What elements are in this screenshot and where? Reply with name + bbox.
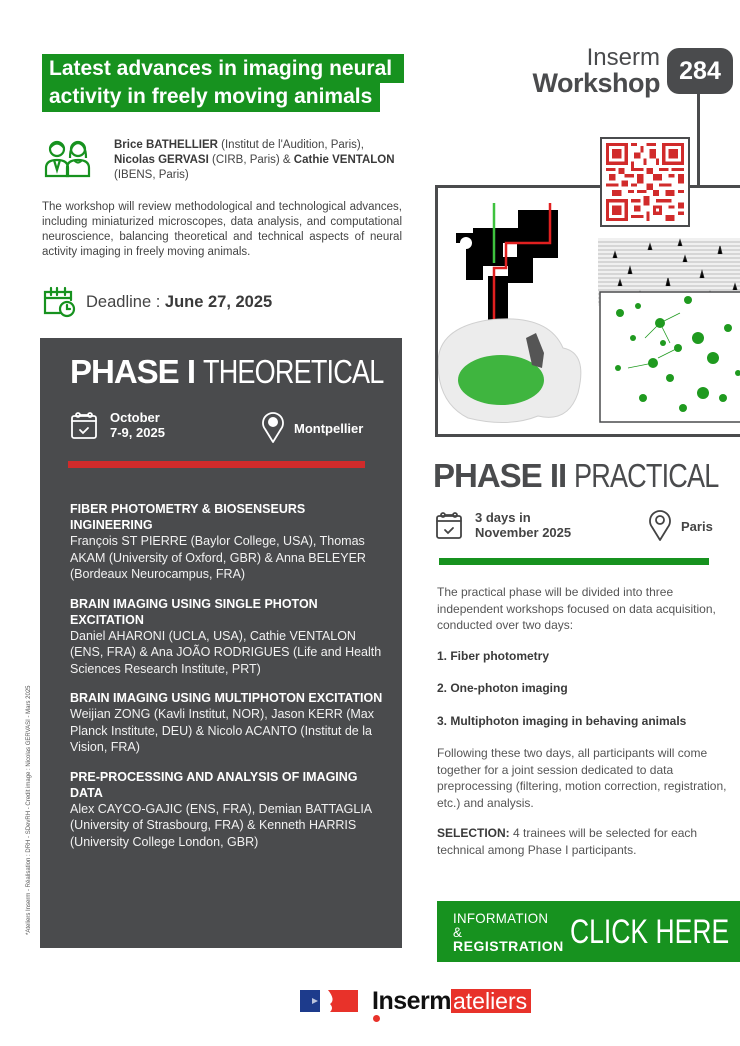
phase2-title-strong: PHASE II <box>433 457 575 494</box>
phase2-workshop-list <box>437 648 737 730</box>
phase2-title-light: PRACTICAL <box>574 457 719 494</box>
phase2-intro: The practical phase will be divided into three independent workshops focused on data acquisition, conducted over two days: <box>437 585 716 632</box>
selection-note <box>437 825 737 858</box>
phase2-meta <box>435 510 725 550</box>
location-pin-icon <box>262 412 284 444</box>
phase2-followup: Following these two days, all participants will come together for a joint session dedicated to data preprocessing (filtering, motion correction, registration, etc.) and analysis. <box>437 746 727 810</box>
cta-registration-label: REGISTRATION <box>453 937 564 954</box>
phase1-topics <box>70 501 390 863</box>
phase1-date <box>70 410 165 440</box>
calendar-clock-icon <box>42 286 76 318</box>
organizer-name: Nicolas GERVASI <box>114 154 209 166</box>
phase2-location-text: Paris <box>681 518 713 534</box>
workshop-item: 3. Multiphoton imaging in behaving animals <box>437 713 687 728</box>
calendar-icon <box>70 410 98 440</box>
neuron-image <box>600 292 740 422</box>
inserm-ateliers-logo <box>372 988 531 1014</box>
workshop-title <box>42 54 404 112</box>
location-pin-icon <box>649 510 671 542</box>
topic-item <box>70 690 390 756</box>
workshop-item: 1. Fiber photometry <box>437 648 550 663</box>
phase1-title-strong: PHASE I <box>70 353 204 390</box>
cta-small-label <box>453 911 564 953</box>
phase1-title-light: THEORETICAL <box>203 353 384 390</box>
phase2-date <box>435 510 571 540</box>
phase1-date-line1: October <box>110 410 160 425</box>
workshop-item: 2. One-photon imaging <box>437 681 568 695</box>
organizer-affiliation: (IBENS, Paris) <box>114 169 189 181</box>
cta-info-label: INFORMATION & <box>453 909 549 940</box>
deadline-label: Deadline : <box>86 292 165 311</box>
calendar-icon <box>435 510 463 540</box>
registration-cta-button[interactable] <box>437 901 740 962</box>
topic-item <box>70 501 390 583</box>
organizers <box>44 138 414 183</box>
phase2-title <box>433 457 740 495</box>
deadline <box>42 286 272 318</box>
footer-logos <box>300 988 531 1014</box>
qr-code-icon <box>606 143 684 221</box>
title-line-2: activity in freely moving animals <box>42 83 380 112</box>
phase1-location <box>262 412 363 444</box>
phase1-date-line2: 7-9, 2025 <box>110 425 165 440</box>
topic-heading: BRAIN IMAGING USING MULTIPHOTON EXCITATION <box>70 691 383 705</box>
organizers-text <box>114 138 395 183</box>
connector-line <box>697 94 700 186</box>
intro-paragraph: The workshop will review methodological and technological advances, including miniaturized microscopes, data analysis, and computational neuroscience, balancing theoretical and technical aspects of neural activity imaging in freely moving animals. <box>42 201 402 258</box>
topic-heading: PRE-PROCESSING AND ANALYSIS OF IMAGING DATA <box>70 769 358 800</box>
registration-qr-code[interactable] <box>600 137 690 227</box>
organizer-name: Brice BATHELLIER <box>114 139 218 151</box>
topic-item <box>70 596 390 678</box>
deadline-text <box>86 293 272 312</box>
brain-rendering <box>438 319 581 423</box>
brand-inserm: Inserm <box>586 44 660 71</box>
neural-imaging-illustration <box>438 188 740 437</box>
logo-inserm-word: Inserm <box>372 987 451 1015</box>
deadline-date: June 27, 2025 <box>164 292 273 311</box>
illustration-frame <box>435 185 740 437</box>
phase1-title <box>70 353 423 391</box>
logo-ateliers-word: ateliers <box>451 989 531 1013</box>
phase2-accent-bar <box>439 558 709 565</box>
phase1-meta <box>70 410 380 450</box>
phase2-date-line2: November 2025 <box>475 525 572 540</box>
workshop-number-badge: 284 <box>667 48 733 94</box>
phase2-date-line1: 3 days in <box>475 510 531 525</box>
selection-label: SELECTION: <box>437 826 510 840</box>
topic-heading: FIBER PHOTOMETRY & BIOSENSEURS INGINEERING <box>70 502 306 532</box>
inserm-workshop-brand <box>515 46 660 96</box>
topic-speakers: François ST PIERRE (Baylor College, USA), Thomas AKAM (University of Oxford, GBR) & Anna BELEYER (Bordeaux Neurocampus, FRA) <box>70 534 366 581</box>
credits-note: *Ateliers Inserm - Réalisation : DRH - SDevRH - Credit image : Nicolas GERVASI - Mars 2025 <box>26 685 32 935</box>
organizer-name: Cathie VENTALON <box>293 154 395 166</box>
republique-francaise-logo-icon <box>300 990 358 1012</box>
phase2-location <box>649 510 713 542</box>
phase2-date-text <box>475 510 571 540</box>
phase2-description <box>437 584 737 858</box>
topic-item <box>70 769 390 851</box>
topic-speakers: Weijian ZONG (Kavli Institut, NOR), Jason KERR (Max Planck Institute, DEU) & Nicolo ACANTO (Institut de la Vision, FRA) <box>70 707 375 754</box>
phase1-panel <box>40 338 402 948</box>
logo-dot <box>373 1015 380 1022</box>
organizer-affiliation: (CIRB, Paris) & <box>208 154 294 166</box>
topic-speakers: Alex CAYCO-GAJIC (ENS, FRA), Demian BATTAGLIA (University of Strasbourg, FRA) & Kenneth HARRIS (University College London, GBR) <box>70 801 372 849</box>
topic-heading: BRAIN IMAGING USING SINGLE PHOTON EXCITATION <box>70 596 318 627</box>
phase1-date-text <box>110 410 165 440</box>
brand-workshop: Workshop <box>532 68 660 98</box>
phase1-location-text: Montpellier <box>294 420 364 436</box>
selection-text: 4 trainees will be selected for each technical among Phase I participants. <box>437 826 698 857</box>
cta-click-here: CLICK HERE <box>569 912 729 951</box>
title-line-1: Latest advances in imaging neural <box>42 54 404 83</box>
people-icon <box>44 138 92 178</box>
organizer-affiliation: (Institut de l'Audition, Paris), <box>217 139 364 151</box>
topic-speakers: Daniel AHARONI (UCLA, USA), Cathie VENTALON (ENS, FRA) & Ana JOÃO RODRIGUES (Life and Health Sciences Research Institute, PRT) <box>70 628 382 676</box>
phase1-accent-bar <box>68 461 365 468</box>
